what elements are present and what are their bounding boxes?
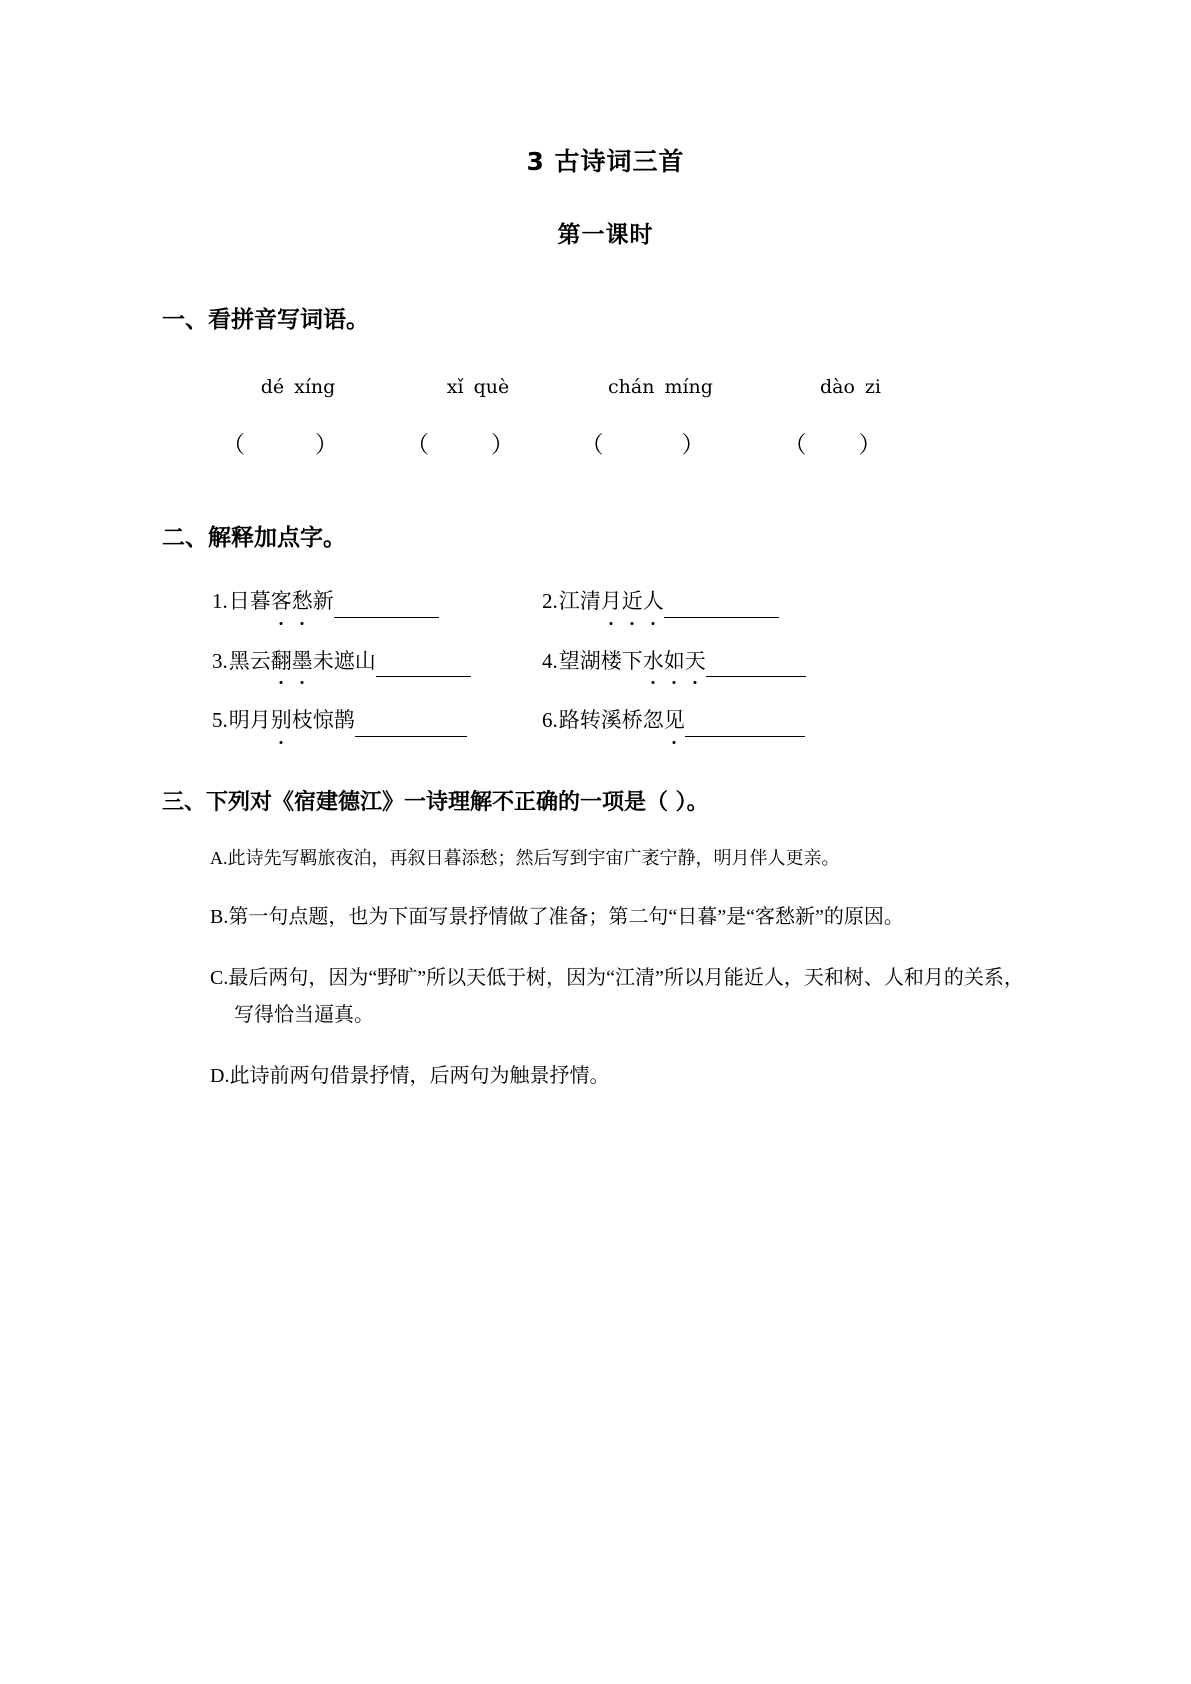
paren-open: （ <box>406 432 429 458</box>
choice-option-c[interactable] <box>210 960 1024 1034</box>
char: 江 <box>558 589 580 613</box>
char: 黑 <box>228 648 250 673</box>
explain-item-row <box>212 646 1071 678</box>
pinyin-cell <box>398 376 558 398</box>
pinyin-cell <box>763 376 938 398</box>
page-subtitle: 第一课时 <box>557 222 654 248</box>
choice-label: C. <box>210 966 229 989</box>
char: 山 <box>354 648 376 673</box>
section-2-heading: 二、解释加点字。 <box>162 525 346 551</box>
char: 遮 <box>333 648 355 673</box>
explain-item <box>542 705 872 737</box>
choice-label: A. <box>210 847 228 868</box>
pinyin-syllable: què <box>473 376 510 398</box>
answer-blank[interactable] <box>685 715 805 737</box>
section-1-heading: 一、看拼音写词语。 <box>162 307 369 333</box>
char: 清 <box>579 589 601 613</box>
pinyin-syllable: xíng <box>294 376 336 398</box>
char: 云 <box>249 648 271 673</box>
pinyin-syllable: chán <box>608 376 655 398</box>
pinyin-syllable: míng <box>664 376 713 398</box>
item-number: 6. <box>542 708 558 732</box>
explain-item-row <box>212 586 1071 618</box>
emphasis-dotted-char: 翻 <box>271 646 292 678</box>
emphasis-dotted-char: 近 <box>622 586 643 618</box>
section-3-heading: 三、下列对《宿建德江》一诗理解不正确的一项是（ ）。 <box>162 789 709 815</box>
answer-bracket[interactable] <box>180 426 380 459</box>
choice-option-a[interactable] <box>210 842 1024 875</box>
char: 惊 <box>312 708 334 732</box>
choice-text: 此诗前两句借景抒情，后两句为触景抒情。 <box>229 1064 610 1087</box>
pinyin-syllable: dé <box>260 376 285 398</box>
emphasis-dotted-char: 客 <box>271 586 292 618</box>
answer-blank[interactable] <box>376 655 471 677</box>
paren-close: ） <box>315 432 338 458</box>
pinyin-syllable: zi <box>864 376 882 398</box>
char: 望 <box>558 648 580 673</box>
char: 暮 <box>249 589 271 613</box>
choice-text: 此诗先写羁旅夜泊，再叙日暮添愁；然后写到宇宙广袤宁静，明月伴人更亲。 <box>227 847 840 868</box>
answer-blank[interactable] <box>664 596 779 618</box>
char: 月 <box>249 708 271 732</box>
emphasis-dotted-char: 月 <box>601 586 622 618</box>
char: 鹊 <box>333 708 355 732</box>
answer-blank[interactable] <box>706 655 806 677</box>
paren-open: （ <box>580 432 604 458</box>
paren-open: （ <box>783 432 807 458</box>
char: 桥 <box>621 708 643 732</box>
explain-item-row <box>212 705 1071 737</box>
choice-option-b[interactable] <box>210 899 1024 936</box>
answer-bracket[interactable] <box>745 426 920 459</box>
paren-close: ） <box>491 432 514 458</box>
char: 忽 <box>642 708 664 732</box>
explain-item <box>212 705 542 737</box>
choice-list <box>170 842 1071 1095</box>
choice-label: D. <box>210 1064 230 1087</box>
char: 明 <box>228 708 250 732</box>
choice-option-d[interactable] <box>210 1058 1024 1095</box>
answer-bracket[interactable] <box>540 426 745 459</box>
choice-text: 最后两句，因为“野旷”所以天低于树，因为“江清”所以月能近人，天和树、人和月的关系，写得恰当逼真。 <box>228 966 1024 1026</box>
item-number: 5. <box>212 708 228 732</box>
item-text <box>229 586 334 618</box>
page-title: 3 古诗词三首 <box>526 147 685 176</box>
emphasis-dotted-char: 墨 <box>292 646 313 678</box>
pinyin-cell <box>198 376 398 398</box>
paren-open: （ <box>222 432 245 458</box>
char: 未 <box>312 648 334 673</box>
item-text <box>229 646 376 678</box>
paren-close: ） <box>681 432 705 458</box>
explain-item <box>212 646 542 678</box>
answer-bracket-row <box>180 426 1071 459</box>
choice-text: 第一句点题，也为下面写景抒情做了准备；第二句“日暮”是“客愁新”的原因。 <box>228 905 904 928</box>
choice-label: B. <box>210 905 229 928</box>
emphasis-dotted-char: 如 <box>664 646 685 678</box>
item-number: 2. <box>542 589 558 613</box>
pinyin-syllable: dào <box>819 376 855 398</box>
emphasis-dotted-char: 别 <box>271 705 292 737</box>
item-number: 1. <box>212 589 228 613</box>
item-text <box>559 705 685 737</box>
char: 下 <box>621 648 643 673</box>
emphasis-dotted-char: 愁 <box>292 586 313 618</box>
explain-item <box>212 586 542 618</box>
pinyin-cell <box>558 376 763 398</box>
item-text <box>559 586 664 618</box>
item-text <box>229 705 355 737</box>
char: 湖 <box>579 648 601 673</box>
emphasis-dotted-char: 见 <box>664 705 685 737</box>
char: 日 <box>228 589 250 613</box>
char: 楼 <box>600 648 622 673</box>
char: 枝 <box>291 708 313 732</box>
answer-blank[interactable] <box>334 596 439 618</box>
char: 溪 <box>600 708 622 732</box>
paren-close: ） <box>858 432 882 458</box>
char: 转 <box>579 708 601 732</box>
char: 新 <box>312 589 334 613</box>
item-number: 4. <box>542 648 558 673</box>
emphasis-dotted-char: 水 <box>643 646 664 678</box>
item-text <box>559 646 706 678</box>
pinyin-row <box>198 376 1071 398</box>
explain-item <box>542 646 872 678</box>
explain-item <box>542 586 872 618</box>
item-number: 3. <box>212 648 228 673</box>
char: 路 <box>558 708 580 732</box>
emphasis-dotted-char: 人 <box>643 586 664 618</box>
pinyin-syllable: xǐ <box>446 376 464 398</box>
explain-items-list <box>170 586 1071 737</box>
emphasis-dotted-char: 天 <box>685 646 706 678</box>
answer-bracket[interactable] <box>380 426 540 459</box>
answer-blank[interactable] <box>355 715 467 737</box>
